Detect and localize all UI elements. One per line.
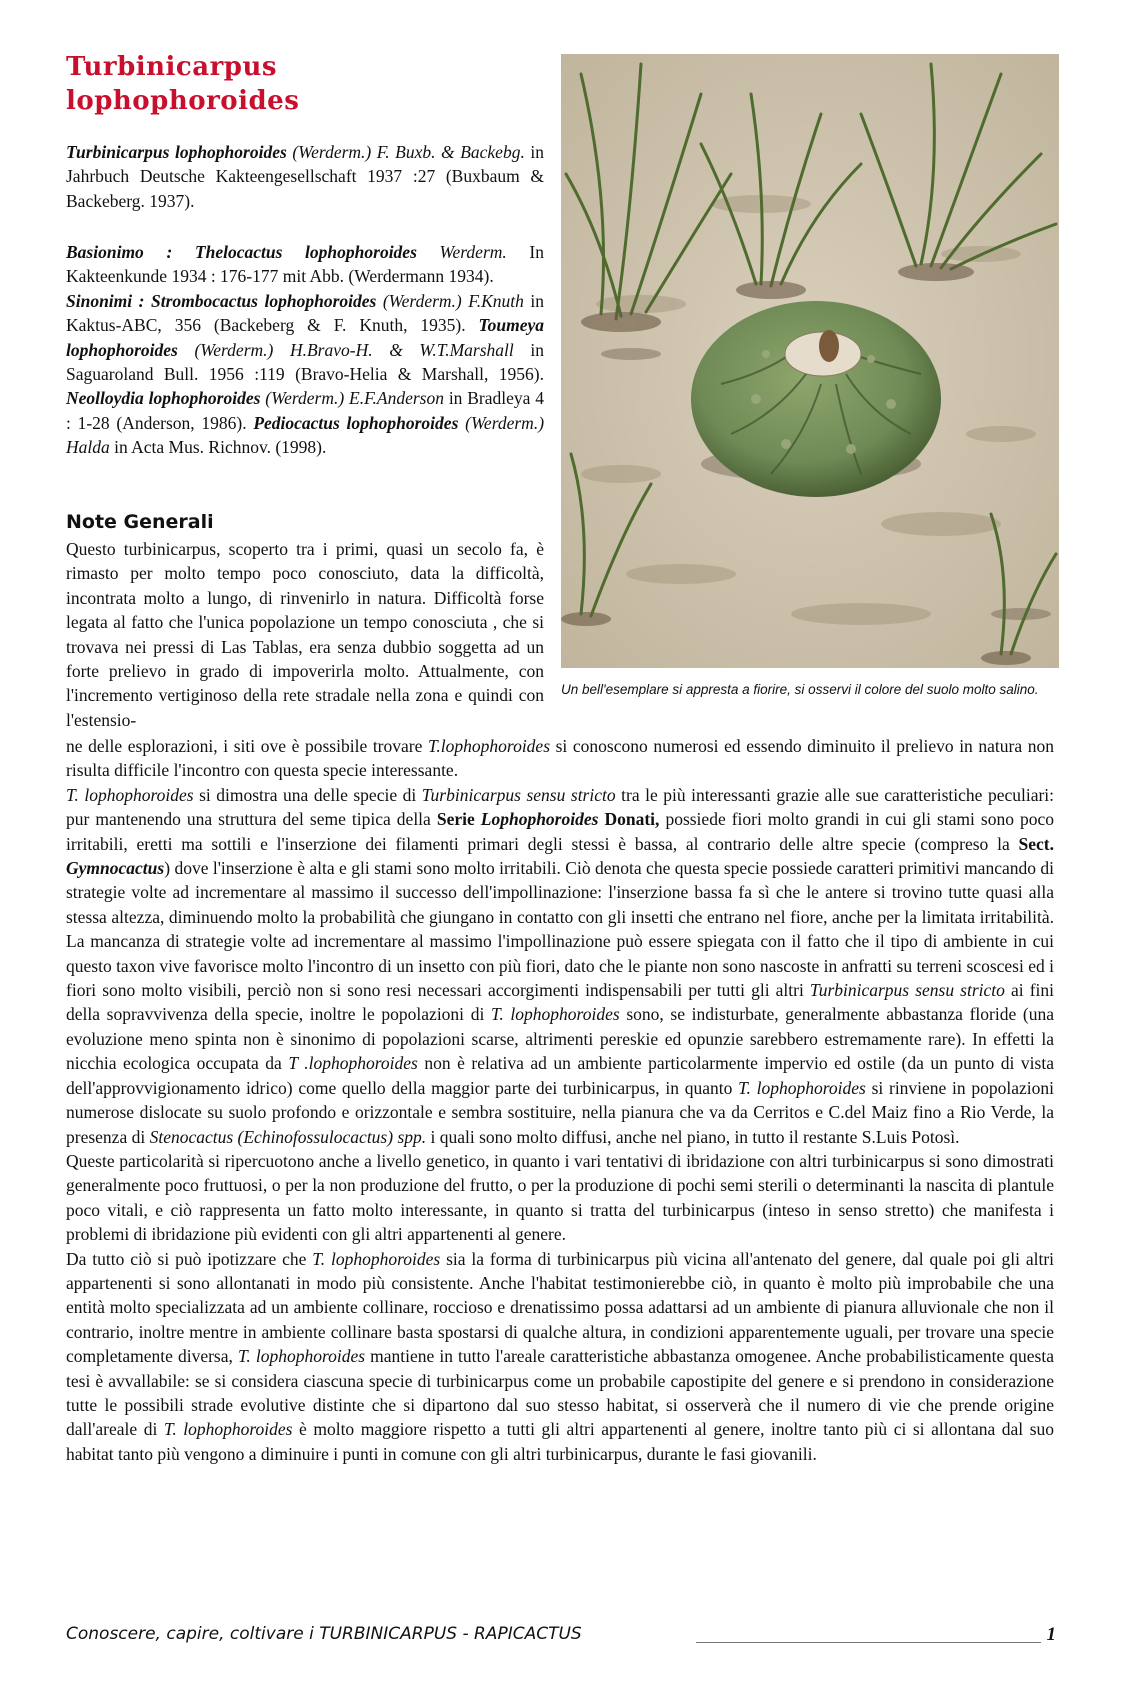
- flower-bud: [819, 330, 839, 362]
- paragraph-2: [66, 783, 1054, 1149]
- p2-species-2: Turbinicarpus sensu stricto: [421, 784, 616, 805]
- paragraph-4: [66, 1247, 1054, 1467]
- p2-text-i: i quali sono molto diffusi, anche nel piano, in tutto il restante S.Luis Potosì.: [430, 1126, 960, 1147]
- p2-species-7: Stenocactus (Echinofossulocactus) spp.: [149, 1126, 427, 1147]
- p4-species-1: T. lophophoroides: [312, 1248, 441, 1269]
- cactus-photo: [561, 54, 1059, 668]
- synonym-4-author: (Werderm.) Halda: [66, 412, 545, 458]
- p1-text-a: ne delle esplorazioni, i siti ove è possibile trovare: [66, 736, 423, 756]
- p2-text-d: ) dove l'inserzione è alta e gli stami sono molto irritabili. Ciò denota che questa specie possiede caratteri primitivi mancando di strategie volte ad incrementare al massimo il successo dell'impollinazione: l'inserzione bassa fa sì che le antere si trovino tutte quasi alla stessa altezza, diminuendo molto la probabilità che giungano in contatto con gli insetti che entrano nel fiore, anche per la limitata irritabilità. La mancanza di strategie volte ad incrementare al massimo l'impollinazione può essere spiegata con il fatto che il tipo di ambiente in cui questo taxon vive favorisce molto l'incontro di un insetto con più fiori, dato che le piante non sono nascoste in anfratti su terreni scoscesi ed i fiori sono molto visibili, perciò non si sono resi necessari accorgimenti indispensabili per tutti gli altri: [66, 858, 1054, 1001]
- p2-species-6: T. lophophoroides: [738, 1077, 866, 1098]
- p2-serie: Serie: [436, 809, 475, 830]
- p2-species-3: Turbinicarpus sensu stricto: [809, 980, 1005, 1001]
- p4-text-b: sia la forma di turbinicarpus più vicina all'antenato del genere, dal quale poi gli altri appartenenti si sono allontanati in modo più consistente. Anche l'habitat testimonierebbe ciò, in quanto è molto più improbabile che una entità molto specializzata ad un ambiente collinare, roccioso e drenatissimo possa adattarsi ad un ambiente di pianura alluvionale che non il contrario, inoltre mentre in ambiente collinare basta spostarsi di qualche altura, in condizioni apparentemente uguali, per trovare una specie completamente diversa,: [66, 1248, 1055, 1367]
- title-line-2: lophophoroides: [66, 86, 300, 116]
- citation-block: [66, 140, 544, 213]
- p2-text-b: tra le più interessanti grazie alle sue caratteristiche peculiari: pur mantenendo una struttura del seme tipica della: [66, 784, 1055, 830]
- p2-text-e: ai fini della sopravvivenza della specie, inoltre le popolazioni di: [66, 980, 1054, 1025]
- p2-text-h: si rinviene in popolazioni numerose dislocate su suolo profondo e orizzontale e sembra sostituire, nella pianura che va da Cerritos e C.del Maiz fino a Rio Verde, la presenza di: [66, 1077, 1055, 1147]
- paragraph-3: Queste particolarità si ripercuotono anche a livello genetico, in quanto i vari tentativi di ibridazione con altri turbinicarpus si sono dimostrati generalmente poco fruttuosi, o per la non produzione del frutto, o per la produzione di pochi semi sterili o determinanti la nascita di plantule poco vitali, e ciò rappresenta un fatto molto interessante, in quanto si tratta del turbinicarpus (inteso in senso stretto) che manifesta i problemi di ibridazione più evidenti con gli altri appartenenti al genere.: [66, 1150, 1054, 1245]
- synonym-4-text: in Acta Mus. Richnov. (1998).: [114, 437, 327, 458]
- species-authors: (Werderm.) F. Buxb. & Backebg.: [292, 142, 525, 162]
- paragraph-1: [66, 734, 1054, 783]
- section-heading-note-generali: Note Generali: [66, 511, 214, 533]
- synonym-3-author: (Werderm.) E.F.Anderson: [265, 388, 444, 409]
- basionym-name: Thelocactus lophophoroides: [194, 242, 417, 262]
- basionym-text: In Kakteenkunde 1934 : 176-177 mit Abb. (Werdermann 1934).: [66, 242, 544, 287]
- synonyms-block: [66, 240, 544, 460]
- p2-text-f: sono, se indisturbate, generalmente abbastanza floride (una evoluzione meno spinta non è sinonimo di popolazioni scarse, altrimenti pereskie ed opunzie sarebbero estremamente rare). In effetti la nicchia ecologica occupata da: [66, 1004, 1054, 1074]
- page-number: 1: [1046, 1624, 1056, 1645]
- p2-serie-name: Lophophoroides: [480, 809, 599, 830]
- p2-donati: Donati,: [604, 809, 660, 830]
- citation-text: in Jahrbuch Deutsche Kakteengesellschaft 1937 :27 (Buxbaum & Backeberg. 1937).: [66, 142, 545, 211]
- p2-text-c: possiede fiori molto grandi in cui gli stami sono poco irritabili, eretti ma sottili e l'inserzione dei filamenti primari degli stessi è bassa, al contrario delle altre specie (compreso la: [66, 809, 1055, 854]
- title-line-1: Turbinicarpus: [66, 52, 277, 82]
- basionym-label: Basionimo :: [66, 242, 173, 262]
- footer-rule: [696, 1642, 1041, 1643]
- synonym-2-author: (Werderm.) H.Bravo-H. & W.T.Marshall: [194, 339, 514, 360]
- page-title: [66, 50, 526, 118]
- notes-intro-paragraph: Questo turbinicarpus, scoperto tra i primi, quasi un secolo fa, è rimasto per molto tempo poco conosciuto, data la difficoltà, incontrata molto a lungo, di rinvenirlo in natura. Difficoltà forse legata al fatto che l'unica popolazione un tempo conosciuta , che si trovava nei pressi di Las Tablas, era senza dubbio soggetta ad un forte prelievo in grado di impoverirla molto. Attualmente, con l'incremento vertiginoso della rete stradale nella zona e quindi con l'estensio-: [66, 539, 544, 730]
- synonym-1-author: (Werderm.) F.Knuth: [382, 290, 524, 311]
- synonym-2-text: in Saguaroland Bull. 1956 :119 (Bravo-Helia & Marshall, 1956).: [66, 339, 545, 385]
- p2-species-1: T. lophophoroides: [66, 784, 194, 805]
- p4-text-a: Da tutto ciò si può ipotizzare che: [66, 1248, 307, 1269]
- p4-text-c: mantiene in tutto l'areale caratteristiche abbastanza omogenee. Anche probabilisticamente questa tesi è avvallabile: se si considera ciascuna specie di turbinicarpus come un probabile capostipite del genere e si prendono in considerazione tutte le possibili strade evolutive distinte che si dipartono dal suo stesso habitat, si osserverà che il numero di vie che prende origine dall'areale di: [66, 1346, 1055, 1440]
- cactus-illustration: [561, 54, 1059, 668]
- photo-caption: Un bell'esemplare si appresta a fiorire, si osservi il colore del suolo molto salino.: [561, 682, 1039, 697]
- synonym-1-name: Strombocactus lophophoroides: [151, 290, 377, 311]
- synonym-3-text: in Bradleya 4 : 1-28 (Anderson, 1986).: [66, 388, 545, 433]
- synonym-1-text: in Kaktus-ABC, 356 (Backeberg & F. Knuth, 1935).: [66, 290, 544, 336]
- p2-sect: Sect.: [1018, 833, 1055, 854]
- p2-text-a: si dimostra una delle specie di: [199, 784, 417, 805]
- synonym-2-name: Toumeya lophophoroides: [66, 315, 544, 360]
- synonym-4-name: Pediocactus lophophoroides: [253, 412, 459, 433]
- footer-title: Conoscere, capire, coltivare i TURBINICARPUS - RAPICACTUS: [66, 1624, 582, 1644]
- basionym-author: Werderm.: [439, 242, 507, 262]
- synonyms-label: Sinonimi :: [66, 290, 145, 311]
- p4-species-2: T. lophophoroides: [237, 1346, 366, 1367]
- synonym-3-name: Neolloydia lophophoroides: [66, 388, 261, 409]
- p2-species-5: T .lophophoroides: [288, 1053, 418, 1074]
- p4-text-d: è molto maggiore rispetto a tutti gli altri appartenenti al genere, inoltre tanto più ci si allontana dal suo habitat tanto più vengono a diminuire i punti in comune con gli altri turbinicarpus, durante le fasi giovanili.: [66, 1419, 1055, 1464]
- p2-text-g: non è relativa ad un ambiente particolarmente impervio ed ostile (da un punto di vista dell'approvvigionamento idrico) come quello della maggior parte dei turbinicarpus, in quanto: [66, 1053, 1054, 1098]
- p1-species: T.lophophoroides: [427, 736, 551, 756]
- p2-sect-name: Gymnocactus: [66, 858, 165, 879]
- main-body-text: [66, 734, 1054, 1466]
- page-footer: [66, 1624, 1056, 1654]
- p1-text-b: si conoscono numerosi ed essendo diminuito il prelievo in natura non risulta difficile l'incontro con questa specie interessante.: [66, 736, 1054, 781]
- notes-column-text: [66, 537, 544, 732]
- p4-species-3: T. lophophoroides: [163, 1419, 293, 1440]
- p2-species-4: T. lophophoroides: [490, 1004, 620, 1025]
- species-name: Turbinicarpus lophophoroides: [66, 142, 287, 162]
